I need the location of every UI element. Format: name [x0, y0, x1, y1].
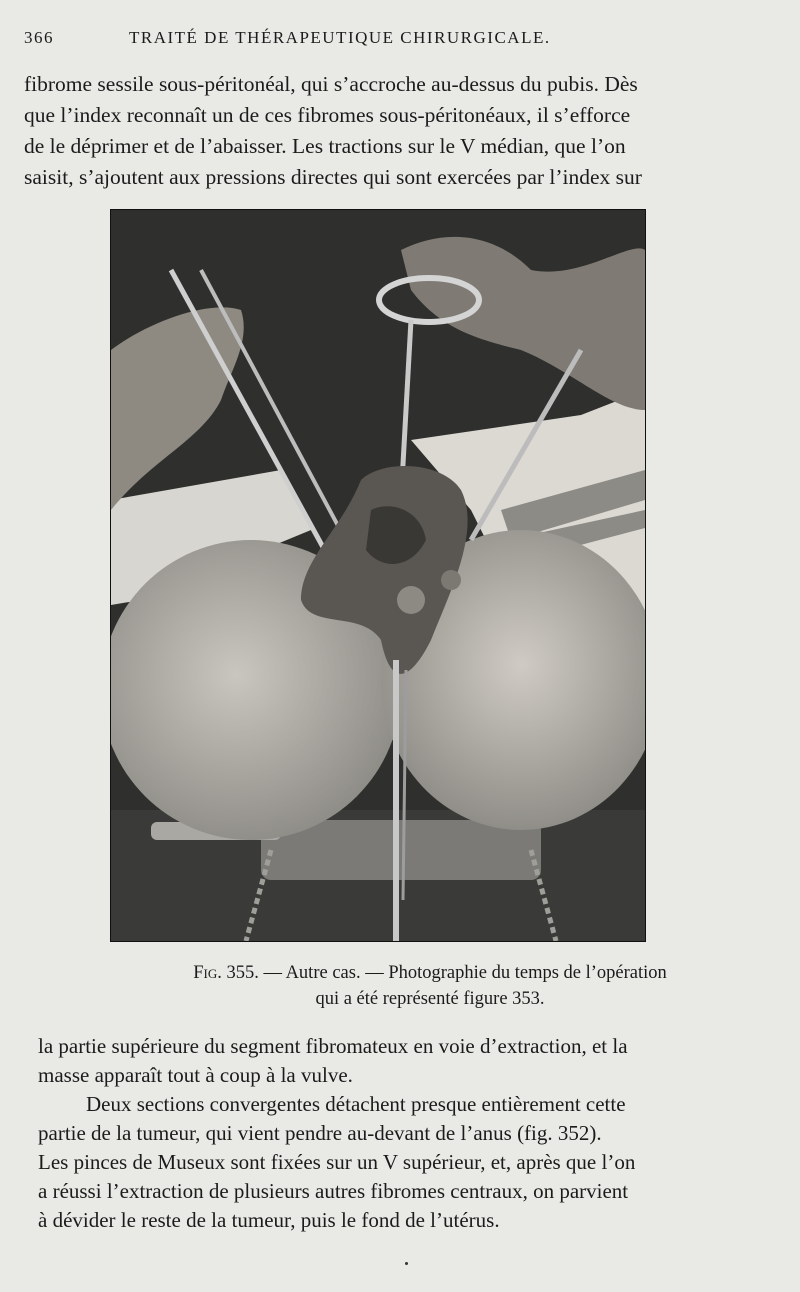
surgical-photograph: [110, 209, 646, 942]
running-head: [24, 28, 664, 52]
caption-text-1: — Autre cas. — Photographie du temps de l’opération: [258, 963, 667, 983]
running-title: TRAITÉ DE THÉRAPEUTIQUE CHIRURGICALE.: [129, 28, 551, 47]
text-line: que l’index reconnaît un de ces fibromes sous-péritonéaux, il s’efforce: [24, 103, 631, 127]
caption-line-2: qui a été représenté figure 353.: [315, 989, 545, 1009]
body-text-bottom: [38, 1032, 735, 1235]
body-text-top: [24, 69, 740, 193]
text-line: la partie supérieure du segment fibromateux en voie d’extraction, et la: [38, 1034, 628, 1058]
figure-label: Fig. 355.: [193, 963, 259, 983]
figure-caption: [110, 960, 750, 1012]
photograph-illustration: [111, 210, 645, 941]
text-line: saisit, s’ajoutent aux pressions directes qui sont exercées par l’index sur: [24, 165, 642, 189]
text-line: fibrome sessile sous-péritonéal, qui s’accroche au-dessus du pubis. Dès: [24, 72, 638, 96]
text-line: à dévider le reste de la tumeur, puis le fond de l’utérus.: [38, 1208, 500, 1232]
text-line: de le déprimer et de l’abaisser. Les tractions sur le V médian, que l’on: [24, 134, 626, 158]
page-speck: [405, 1262, 408, 1265]
text-line: Les pinces de Museux sont fixées sur un V supérieur, et, après que l’on: [38, 1150, 636, 1174]
caption-line-1: [110, 960, 750, 986]
text-line: a réussi l’extraction de plusieurs autres fibromes centraux, on parvient: [38, 1179, 629, 1203]
text-line: masse apparaît tout à coup à la vulve.: [38, 1063, 353, 1087]
text-line: Deux sections convergentes détachent presque entièrement cette: [86, 1092, 626, 1116]
page-number: 366: [24, 28, 54, 47]
paragraph: [38, 1090, 735, 1235]
paragraph: [38, 1032, 735, 1090]
text-line: partie de la tumeur, qui vient pendre au-devant de l’anus (fig. 352).: [38, 1121, 602, 1145]
